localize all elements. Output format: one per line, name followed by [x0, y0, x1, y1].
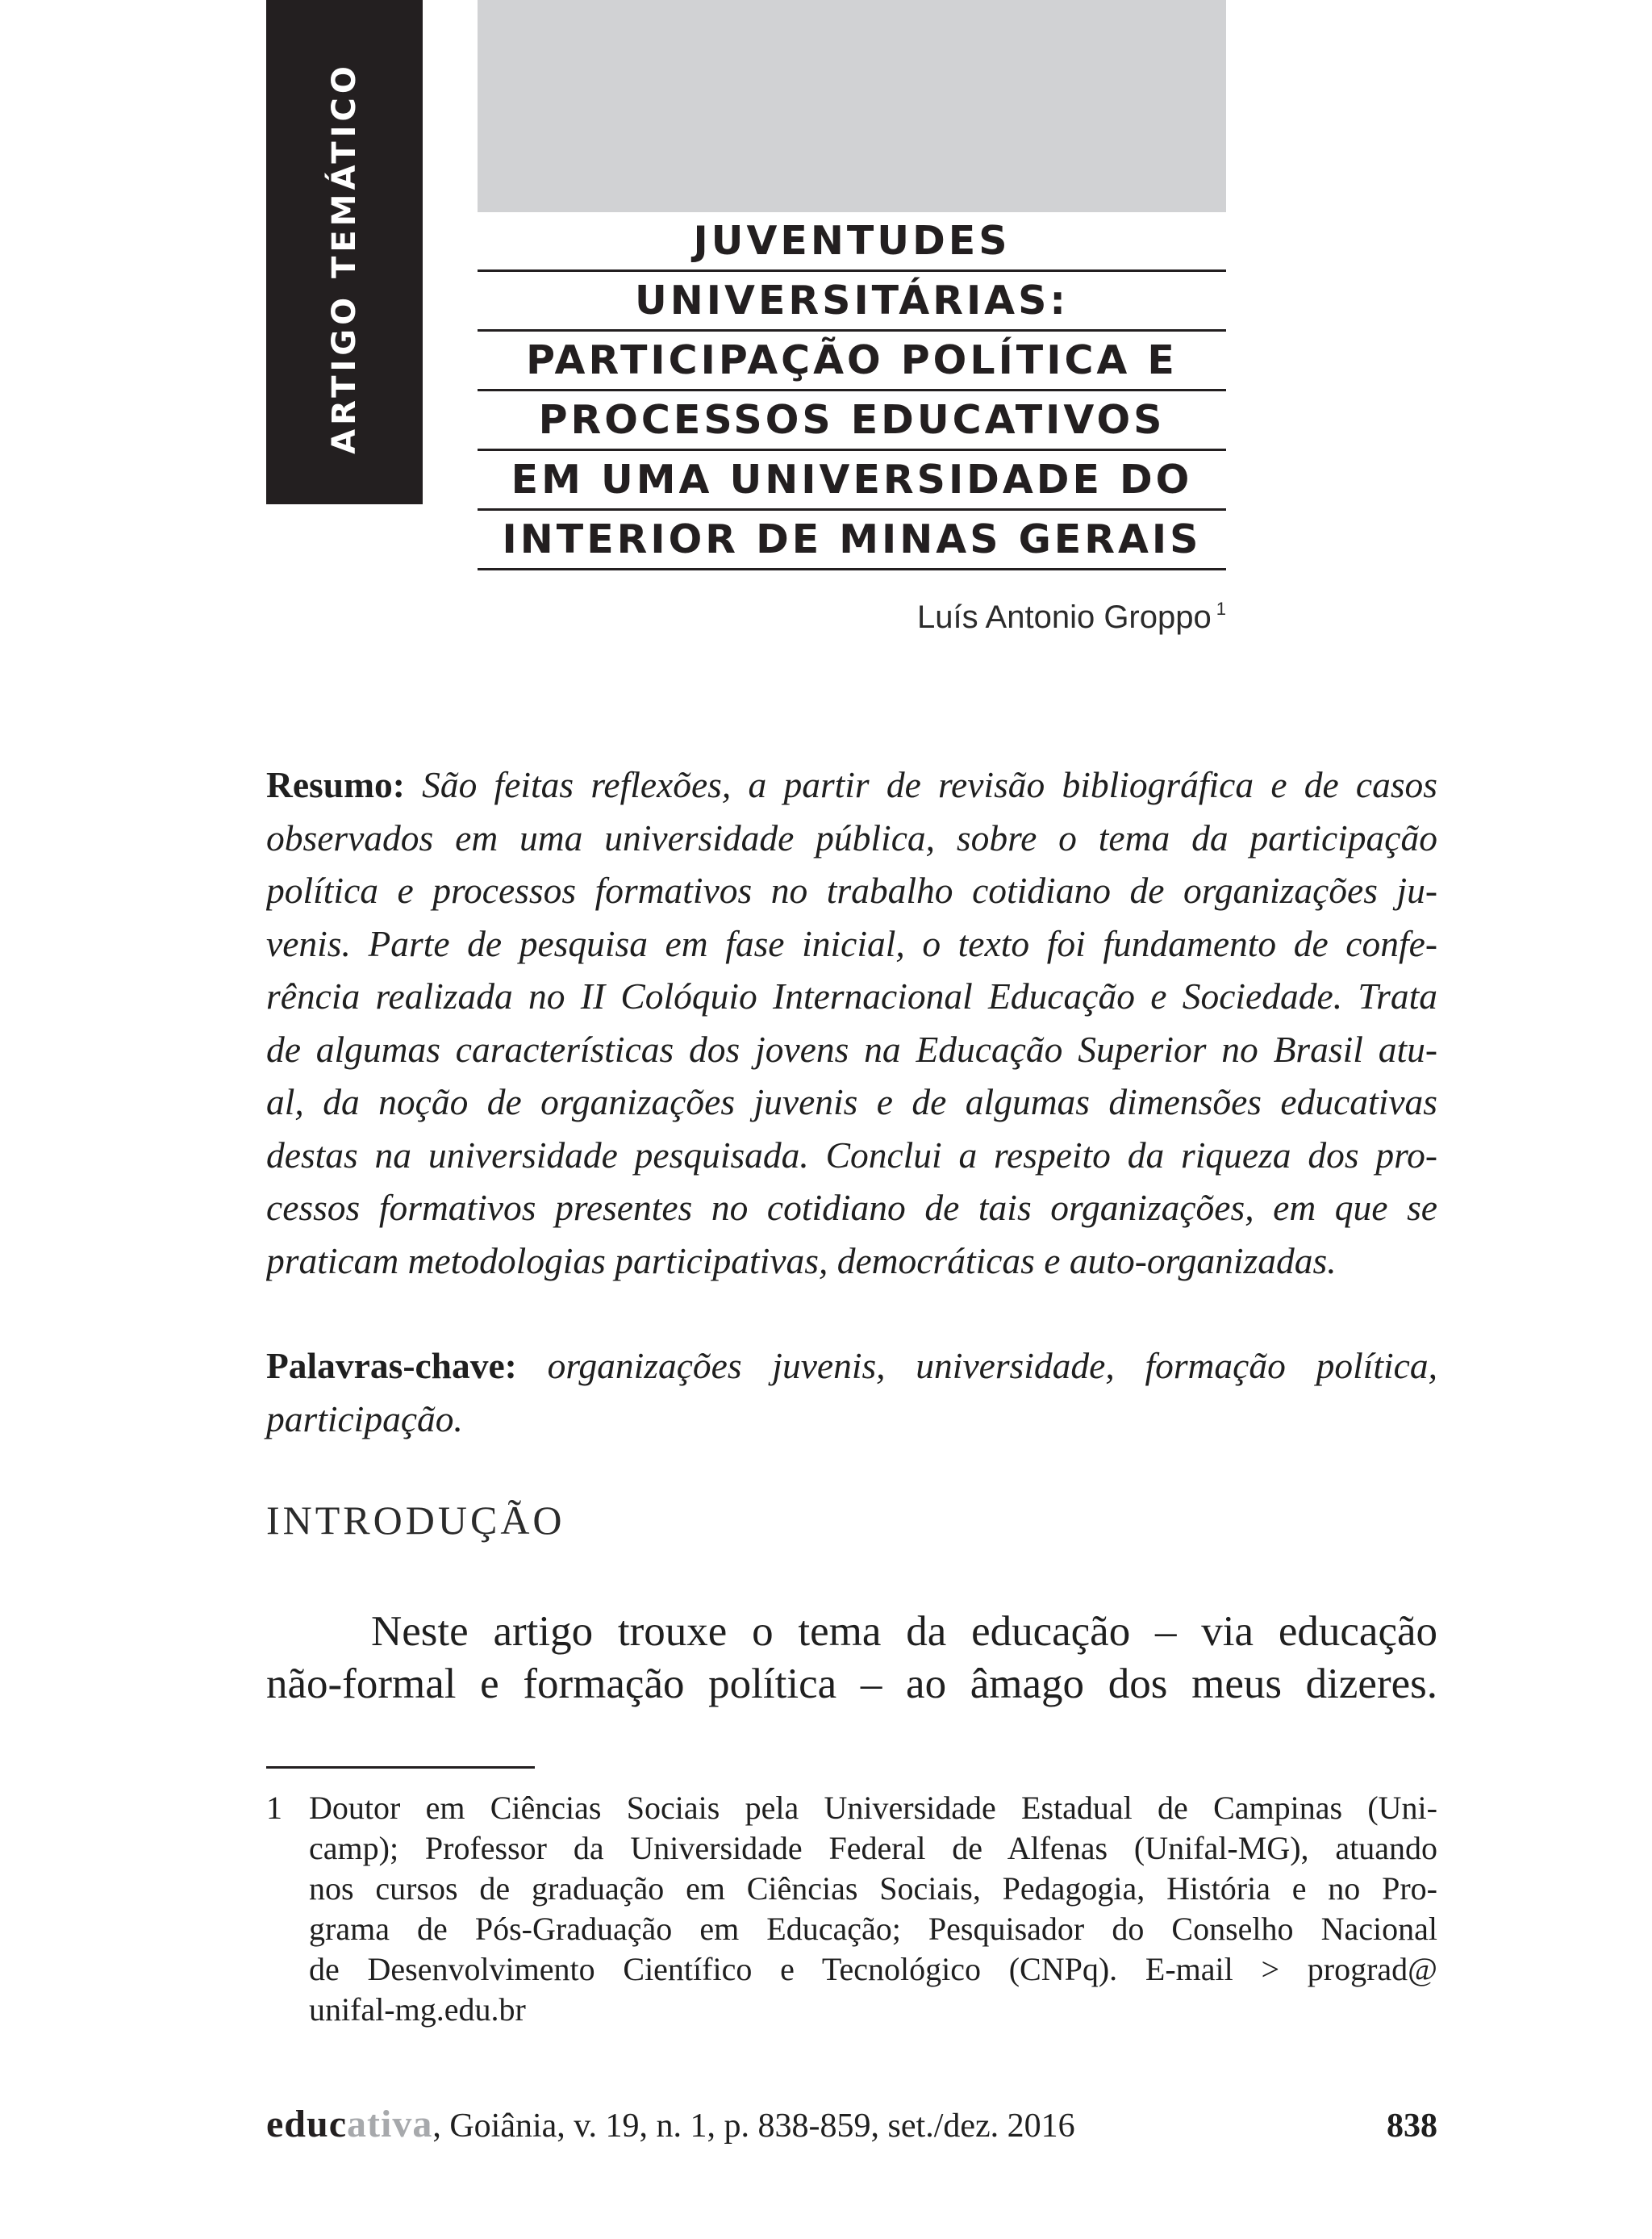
abstract-line — [266, 864, 1437, 917]
running-footer — [266, 2102, 1437, 2146]
section-heading: INTRODUÇÃO — [266, 1498, 565, 1543]
keywords — [266, 1339, 1437, 1445]
footnote-line: de Desenvolvimento Científico e Tecnológico (CNPq). E-mail > prograd@ — [309, 1951, 1437, 1987]
journal-logo-part2: ativa — [347, 2103, 433, 2145]
abstract-line — [266, 1023, 1437, 1076]
abstract-text: venis. Parte de pesquisa em fase inicial, o texto foi fundamento de confe- — [266, 922, 1437, 964]
footnote-line: Doutor em Ciências Sociais pela Universidade Estadual de Campinas (Uni- — [309, 1790, 1437, 1826]
journal-logo-part1: educ — [266, 2103, 347, 2145]
footnote-line: grama de Pós-Graduação em Educação; Pesquisador do Conselho Nacional — [309, 1911, 1437, 1947]
citation-text: , Goiânia, v. 19, n. 1, p. 838-859, set./dez. 2016 — [432, 2107, 1075, 2145]
section-label: ARTIGO TEMÁTICO — [326, 62, 363, 454]
footnote-line: camp); Professor da Universidade Federal de Alfenas (Unifal-MG), atuando — [309, 1830, 1437, 1866]
footnote-number: 1 — [266, 1790, 282, 1826]
title-line: PARTICIPAÇÃO POLÍTICA E — [478, 332, 1226, 391]
page-number: 838 — [1387, 2107, 1437, 2145]
abstract-text: política e processos formativos no trabalho cotidiano de organizações ju- — [266, 870, 1437, 911]
journal-citation — [266, 2102, 1075, 2146]
author-name: Luís Antonio Groppo — [917, 599, 1212, 635]
keywords-text: participação. — [266, 1397, 463, 1439]
abstract — [266, 758, 1437, 1287]
footnote — [266, 1788, 1437, 2030]
abstract-text: destas na universidade pesquisada. Conclui a respeito da riqueza dos pro- — [266, 1134, 1437, 1176]
body-line: não-formal e formação política – ao âmago dos meus dizeres. — [266, 1660, 1437, 1707]
title-line: UNIVERSITÁRIAS: — [478, 272, 1226, 332]
abstract-line — [266, 917, 1437, 971]
title-line: EM UMA UNIVERSIDADE DO — [478, 451, 1226, 511]
keywords-label: Palavras-chave: — [266, 1345, 517, 1386]
title-line: JUVENTUDES — [478, 212, 1226, 272]
abstract-line — [266, 1181, 1437, 1234]
abstract-text: praticam metodologias participativas, democráticas e auto-organizadas. — [266, 1239, 1337, 1281]
abstract-text: São feitas reflexões, a partir de revisão bibliográfica e de casos — [422, 764, 1437, 805]
keywords-text: organizações juvenis, universidade, formação política, — [547, 1345, 1437, 1386]
keywords-line — [266, 1339, 1437, 1393]
abstract-text: al, da noção de organizações juvenis e de algumas dimensões educativas — [266, 1081, 1437, 1122]
title-header-block — [478, 0, 1226, 212]
abstract-text: rência realizada no II Colóquio Internacional Educação e Sociedade. Trata — [266, 975, 1437, 1017]
abstract-line — [266, 1234, 1437, 1288]
author-byline — [917, 599, 1226, 636]
footnote-email[interactable]: unifal-mg.edu.br — [309, 1991, 526, 2028]
footnote-line: nos cursos de graduação em Ciências Sociais, Pedagogia, História e no Pro- — [309, 1870, 1437, 1907]
keywords-line — [266, 1393, 1437, 1446]
author-footnote-ref[interactable]: 1 — [1216, 599, 1226, 619]
abstract-text: de algumas características dos jovens na Educação Superior no Brasil atu- — [266, 1028, 1437, 1070]
body-paragraph — [266, 1606, 1437, 1711]
article-title — [478, 212, 1226, 570]
abstract-label: Resumo: — [266, 764, 405, 805]
body-line: Neste artigo trouxe o tema da educação – via educação — [371, 1608, 1437, 1655]
title-line: PROCESSOS EDUCATIVOS — [478, 391, 1226, 451]
abstract-line — [266, 1129, 1437, 1182]
abstract-line — [266, 1076, 1437, 1129]
footnote-body — [309, 1788, 1437, 2030]
abstract-text: observados em uma universidade pública, sobre o tema da participação — [266, 817, 1437, 858]
abstract-line — [266, 812, 1437, 865]
abstract-line — [266, 758, 1437, 812]
footnote-divider — [266, 1766, 535, 1769]
abstract-line — [266, 970, 1437, 1023]
title-line: INTERIOR DE MINAS GERAIS — [478, 511, 1226, 570]
abstract-text: cessos formativos presentes no cotidiano de tais organizações, em que se — [266, 1187, 1437, 1228]
